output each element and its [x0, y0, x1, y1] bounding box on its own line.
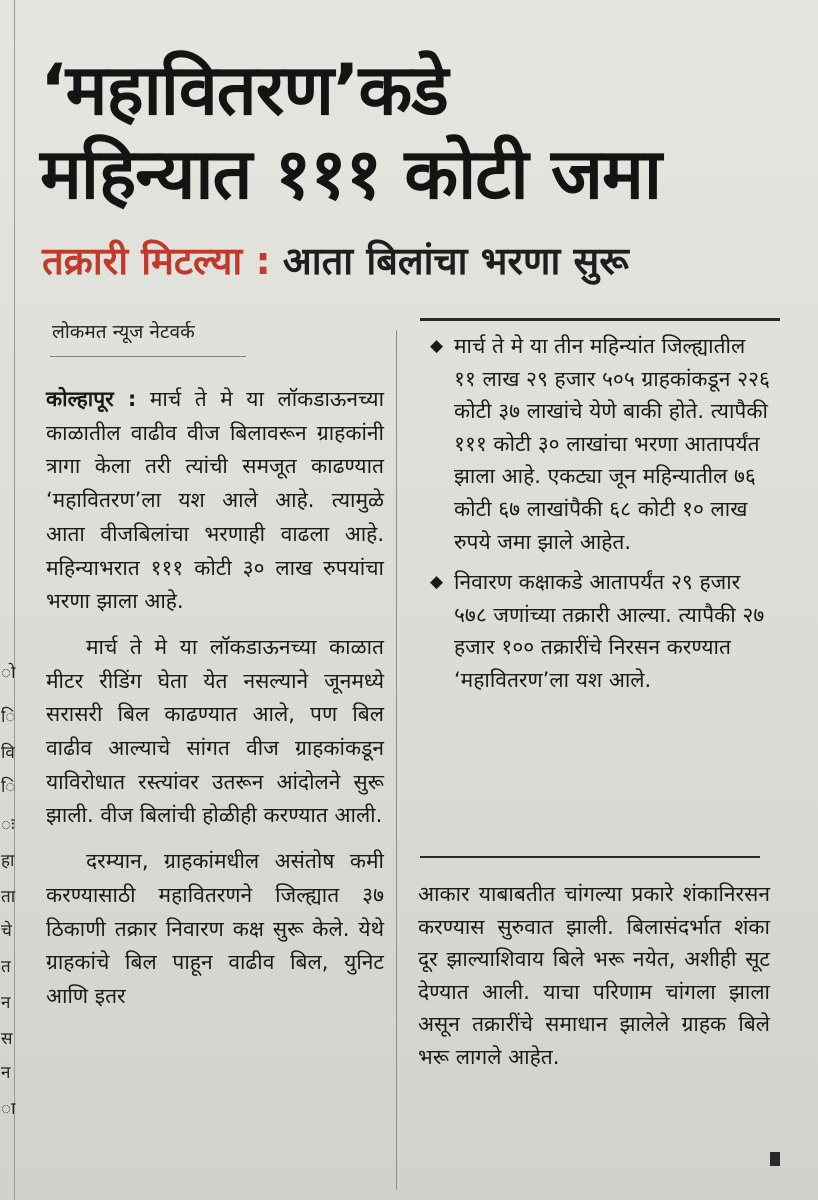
byline: लोकमत न्यूज नेटवर्क: [52, 321, 195, 343]
factbox-bottom-rule: [420, 856, 760, 858]
dateline: कोल्हापूर :: [46, 387, 137, 411]
neighbor-column-edge: [0, 0, 15, 1200]
subheadline-rest: आता बिलांचा भरणा सुरू: [282, 239, 629, 283]
factbox: [430, 330, 770, 705]
neighbor-fragment: न: [1, 993, 11, 1013]
article-paragraph: आकार याबाबतीत चांगल्या प्रकारे शंकानिरसन करण्यास सुरुवात झाली. बिलासंदर्भात शंका दूर झाल्याशिवाय बिले भरू नयेत, अशीही सूट देण्यात आली. याचा परिणाम चांगला झाला असून तक्रारींचे समाधान झालेले ग्राहक बिले भरू लागले आहेत.: [418, 882, 770, 1069]
neighbor-fragment: ि: [1, 777, 16, 797]
article-end-mark: [770, 1152, 780, 1166]
neighbor-fragment: स: [1, 1029, 13, 1049]
byline-divider: [50, 356, 246, 357]
headline-line-2: महिन्यात १११ कोटी जमा: [40, 133, 661, 215]
factbox-item-text: मार्च ते मे या तीन महिन्यांत जिल्ह्यातील ११ लाख २९ हजार ५०५ ग्राहकांकडून २२६ कोटी ३७ लाखांचे येणे बाकी होते. त्यापैकी १११ कोटी ३० लाखांचा भरणा आतापर्यंत झाला आहे. एकट्या जून महिन्यातील ७६ कोटी ६७ लाखांपैकी ६८ कोटी १० लाख रुपये जमा झाले आहेत.: [454, 334, 770, 554]
neighbor-fragment: वि: [1, 743, 15, 763]
factbox-top-rule: [420, 318, 780, 321]
neighbor-fragment: ि: [1, 707, 16, 727]
factbox-item-text: निवारण कक्षाकडे आतापर्यंत २९ हजार ५७८ जणांच्या तक्रारी आल्या. त्यापैकी २७ हजार १०० तक्रारींचे निरसन करण्यात ‘महावितरण’ला यश आले.: [454, 570, 765, 692]
factbox-item: [430, 566, 770, 696]
factbox-item: [430, 330, 770, 558]
neighbor-fragment: ता: [1, 887, 16, 907]
neighbor-fragment: ो: [1, 663, 16, 683]
article-paragraph-text: मार्च ते मे या लॉकडाऊनच्या काळातील वाढीव वीज बिलावरून ग्राहकांनी त्रागा केला तरी त्यांची समजूत काढण्यात ‘महावितरण’ला यश आले आहे. त्यामुळे आता वीजबिलांचा भरणाही वाढला आहे. महिन्याभरात १११ कोटी ३० लाख रुपयांचा भरणा झाला आहे.: [46, 387, 385, 614]
neighbor-fragment: ा: [1, 1099, 16, 1119]
headline: [40, 48, 780, 216]
column-divider: [396, 330, 397, 1190]
diamond-bullet-icon: ◆: [430, 572, 444, 593]
article-paragraph: मार्च ते मे या लॉकडाऊनच्या काळात मीटर रीडिंग घेता येत नसल्याने जूनमध्ये सरासरी बिल काढण्यात आले, पण बिल वाढीव आल्याचे सांगत वीज ग्राहकांकडून याविरोधात रस्त्यांवर उतरून आंदोलने सुरू झाली. वीज बिलांची होळीही करण्यात आली.: [46, 634, 384, 828]
neighbor-fragment: ः: [1, 815, 15, 835]
neighbor-fragment: हा: [1, 851, 15, 871]
article-right-column: [418, 878, 770, 1074]
article-left-column: [46, 383, 384, 1014]
diamond-bullet-icon: ◆: [430, 336, 444, 356]
neighbor-fragment: त: [1, 957, 11, 977]
neighbor-fragment: न: [1, 1063, 11, 1083]
subheadline-lead: तक्रारी मिटल्या :: [42, 239, 271, 283]
neighbor-fragment: चे: [1, 921, 12, 941]
article-paragraph: [46, 383, 384, 619]
headline-line-1: ‘महावितरण’कडे: [40, 49, 448, 131]
subheadline: [42, 236, 782, 286]
article-paragraph: दरम्यान, ग्राहकांमधील असंतोष कमी करण्यासाठी महावितरणने जिल्ह्यात ३७ ठिकाणी तक्रार निवारण कक्ष सुरू केले. येथे ग्राहकांचे बिल पाहून वाढीव बिल, युनिट आणि इतर: [46, 849, 384, 1008]
